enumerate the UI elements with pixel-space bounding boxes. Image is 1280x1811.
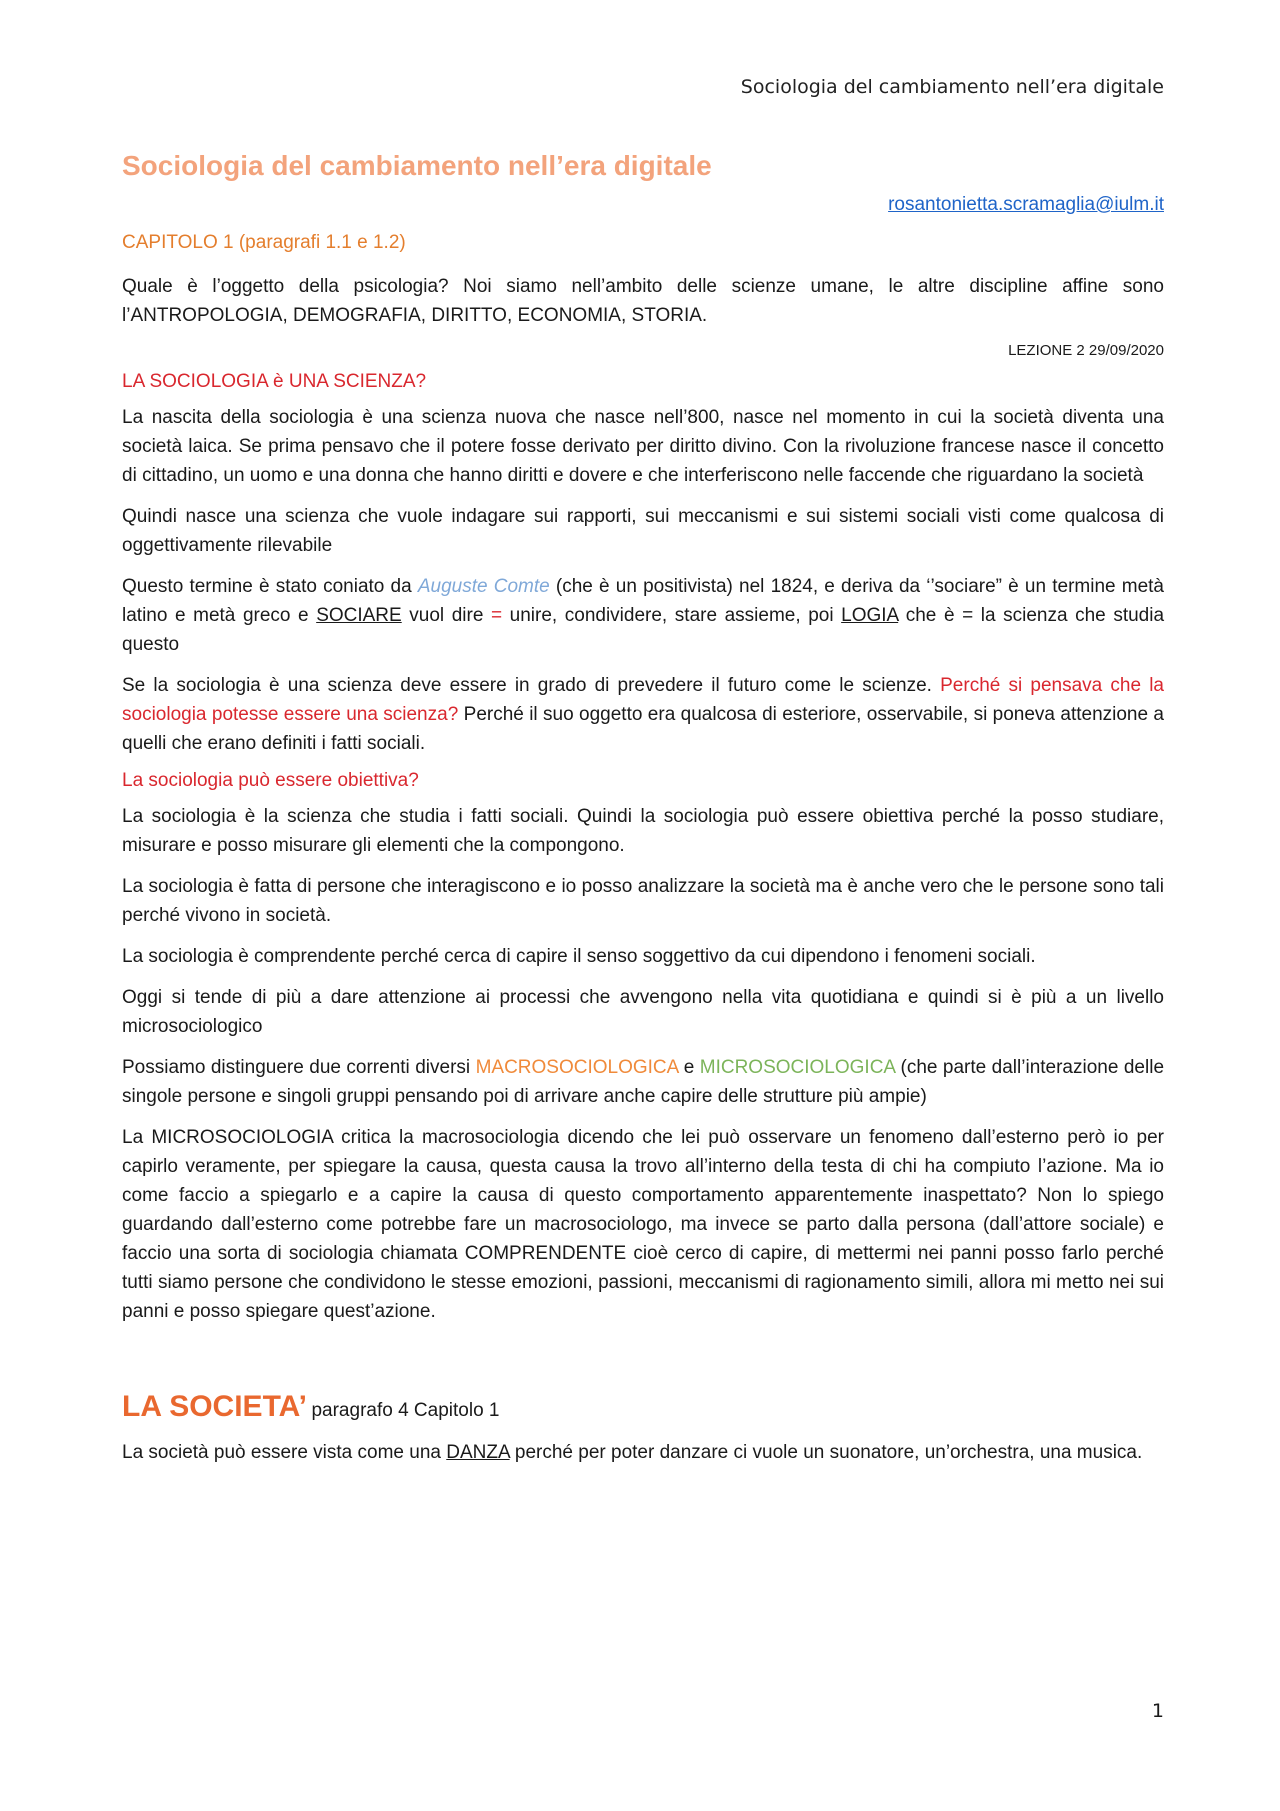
term-macro: MACROSOCIOLOGICA [475,1057,679,1078]
heading-societa: LA SOCIETA’ [122,1390,308,1423]
text-span: (che è un positivista) nel 1824, e deriva da ‘’sociare” è un termine metà latino e metà greco e [122,576,1164,626]
text-span: perché per poter danzare ci vuole un suonatore, un’orchestra, una musica. [509,1442,1143,1463]
document-title: Sociologia del cambiamento nell’era digitale [122,150,712,181]
running-header: Sociologia del cambiamento nell’era digitale [740,76,1164,98]
section-heading-obiettiva: La sociologia può essere obiettiva? [122,770,419,791]
text-span: (che parte dall’interazione delle singole persone e singoli gruppi pensando poi di arrivare anche capire delle strutture più ampie) [122,1057,1165,1107]
term-sociare: SOCIARE [316,605,402,626]
paragraph-scienza: Quindi nasce una scienza che vuole indagare sui rapporti, sui meccanismi e sui sistemi sociali visti come qualcosa di oggettivamente rilevabile [122,506,1164,556]
section-heading-scienza: LA SOCIOLOGIA è UNA SCIENZA? [122,371,427,392]
text-span: e [678,1057,700,1078]
paragraph-prevedere [122,671,1164,758]
section-heading-societa [122,1390,1164,1424]
text-span: unire, condividere, stare assieme, poi [502,605,842,626]
lesson-date: LEZIONE 2 29/09/2020 [1008,342,1164,359]
term-micro: MICROSOCIOLOGICA [699,1057,896,1078]
paragraph-nascita: La nascita della sociologia è una scienza nuova che nasce nell’800, nasce nel momento in cui la società diventa una società laica. Se prima pensavo che il potere fosse derivato per diritto divino. Con la rivoluzione francese nasce il concetto di cittadino, un uomo e una donna che hanno diritti e dovere e che interferiscono nelle faccende che riguardano la società [122,407,1164,486]
paragraph-fatti-sociali: La sociologia è la scienza che studia i fatti sociali. Quindi la sociologia può essere obiettiva perché la posso studiare, misurare e posso misurare gli elementi che la compongono. [122,806,1164,856]
page-number: 1 [1151,1700,1164,1722]
text-span: Possiamo distinguere due correnti diversi [122,1057,476,1078]
paragraph-comprendente: La sociologia è comprendente perché cerca di capire il senso soggettivo da cui dipendono i fenomeni sociali. [122,946,1036,967]
heading-subtitle: paragrafo 4 Capitolo 1 [311,1400,500,1421]
text-span: Se la sociologia è una scienza deve essere in grado di prevedere il futuro come le scienze. [122,675,941,696]
chapter-heading: CAPITOLO 1 (paragrafi 1.1 e 1.2) [122,232,406,253]
term-danza: DANZA [446,1442,510,1463]
text-span: vuol dire [401,605,491,626]
text-span: Questo termine è stato coniato da [122,576,418,597]
document-body [122,150,1164,1479]
term-logia: LOGIA [841,605,899,626]
author-name: Auguste Comte [417,576,550,597]
paragraph-danza [122,1438,1164,1467]
paragraph-quotidiana: Oggi si tende di più a dare attenzione ai processi che avvengono nella vita quotidiana e quindi si è più a un livello microsociologico [122,987,1164,1037]
text-span: che è = la scienza che studia questo [122,605,1165,655]
equals-sign: = [490,605,503,626]
question-highlight: Perché si pensava che la sociologia potesse essere una scienza? [122,675,1165,725]
email-link[interactable]: rosantonietta.scramaglia@iulm.it [888,194,1164,215]
paragraph-persone: La sociologia è fatta di persone che interagiscono e io posso analizzare la società ma è anche vero che le persone sono tali perché vivono in società. [122,876,1164,926]
paragraph-correnti [122,1053,1164,1111]
paragraph-intro: Quale è l’oggetto della psicologia? Noi siamo nell’ambito delle scienze umane, le altre discipline affine sono l’ANTROPOLOGIA, DEMOGRAFIA, DIRITTO, ECONOMIA, STORIA. [122,276,1164,326]
paragraph-microsociologia: La MICROSOCIOLOGIA critica la macrosociologia dicendo che lei può osservare un fenomeno dall’esterno però io per capirlo veramente, per spiegare la causa, questa causa la trovo all’interno della testa di chi ha compiuto l’azione. Ma io come faccio a spiegarlo e a capire la causa di questo comportamento apparentemente inaspettato? Non lo spiego guardando dall’esterno come potrebbe fare un macrosociologo, ma invece se parto dalla persona (dall’attore sociale) e faccio una sorta di sociologia chiamata COMPRENDENTE cioè cerco di capire, di mettermi nei panni posso farlo perché tutti siamo persone che condividono le stesse emozioni, passioni, meccanismi di ragionamento simili, allora mi metto nei sui panni e posso spiegare quest’azione. [122,1127,1164,1322]
text-span: Perché il suo oggetto era qualcosa di esteriore, osservabile, si poneva attenzione a quelli che erano definiti i fatti sociali. [122,704,1164,754]
paragraph-termine [122,572,1164,659]
text-span: La società può essere vista come una [122,1442,447,1463]
